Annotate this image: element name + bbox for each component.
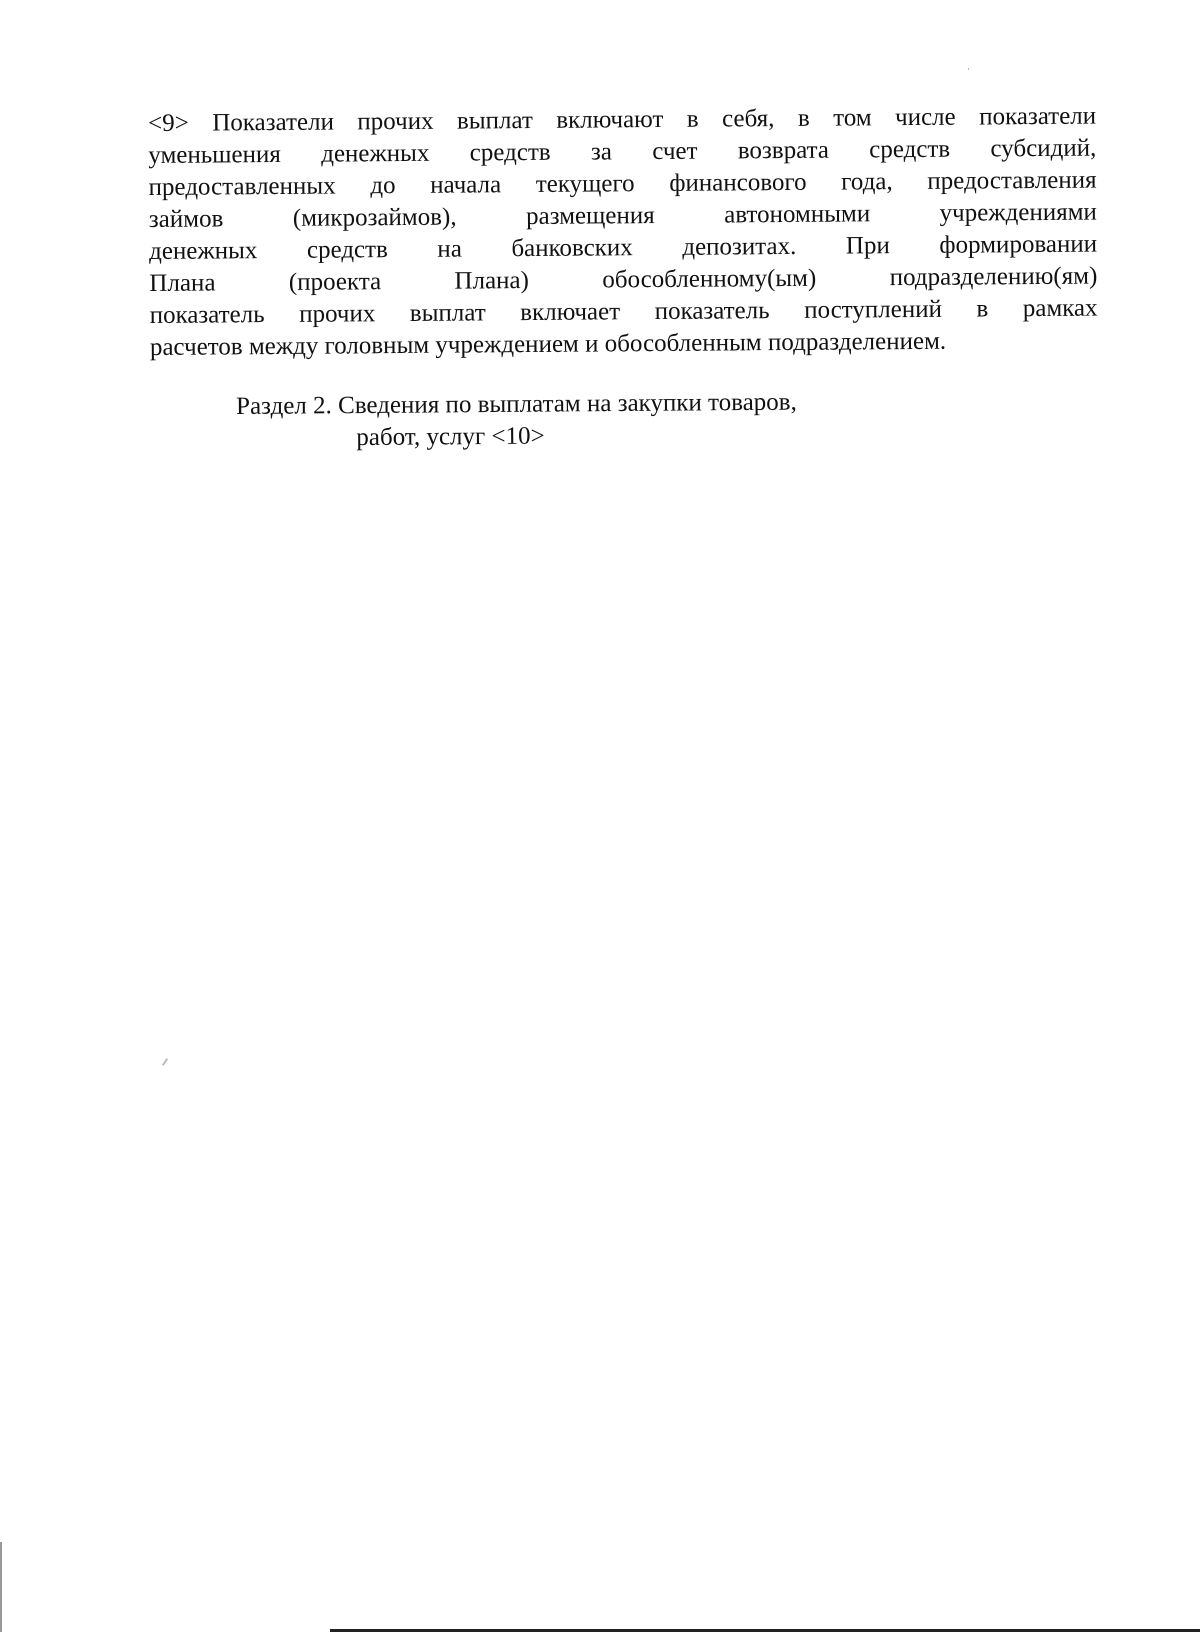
- footnote-line-6: Плана (проекта Плана) обособленному(ым) подразделению(ям): [149, 262, 1098, 297]
- footnote-line-1: <9> Показатели прочих выплат включают в себя, в том числе показатели: [148, 102, 1097, 137]
- footnote-line-7: показатель прочих выплат включает показатель поступлений в рамках: [149, 294, 1098, 329]
- footnote-line-5: денежных средств на банковских депозитах. При формировании: [149, 230, 1098, 265]
- scan-speck: [162, 1058, 168, 1066]
- footnote-line-8: расчетов между головным учреждением и обособленным подразделением.: [149, 327, 947, 361]
- scan-left-edge: [0, 1542, 2, 1632]
- scan-speck: [968, 68, 969, 70]
- footnote-line-4: займов (микрозаймов), размещения автономными учреждениями: [148, 198, 1097, 233]
- section-heading-line-2: работ, услуг <10>: [356, 422, 545, 452]
- footnote-line-3: предоставленных до начала текущего финансового года, предоставления: [148, 166, 1097, 201]
- section-2-heading: [236, 387, 797, 455]
- footnote-line-2: уменьшения денежных средств за счет возврата средств субсидий,: [148, 134, 1097, 169]
- footnote-9-paragraph: [148, 101, 1098, 364]
- section-heading-line-1: Раздел 2. Сведения по выплатам на закупки товаров,: [236, 388, 797, 420]
